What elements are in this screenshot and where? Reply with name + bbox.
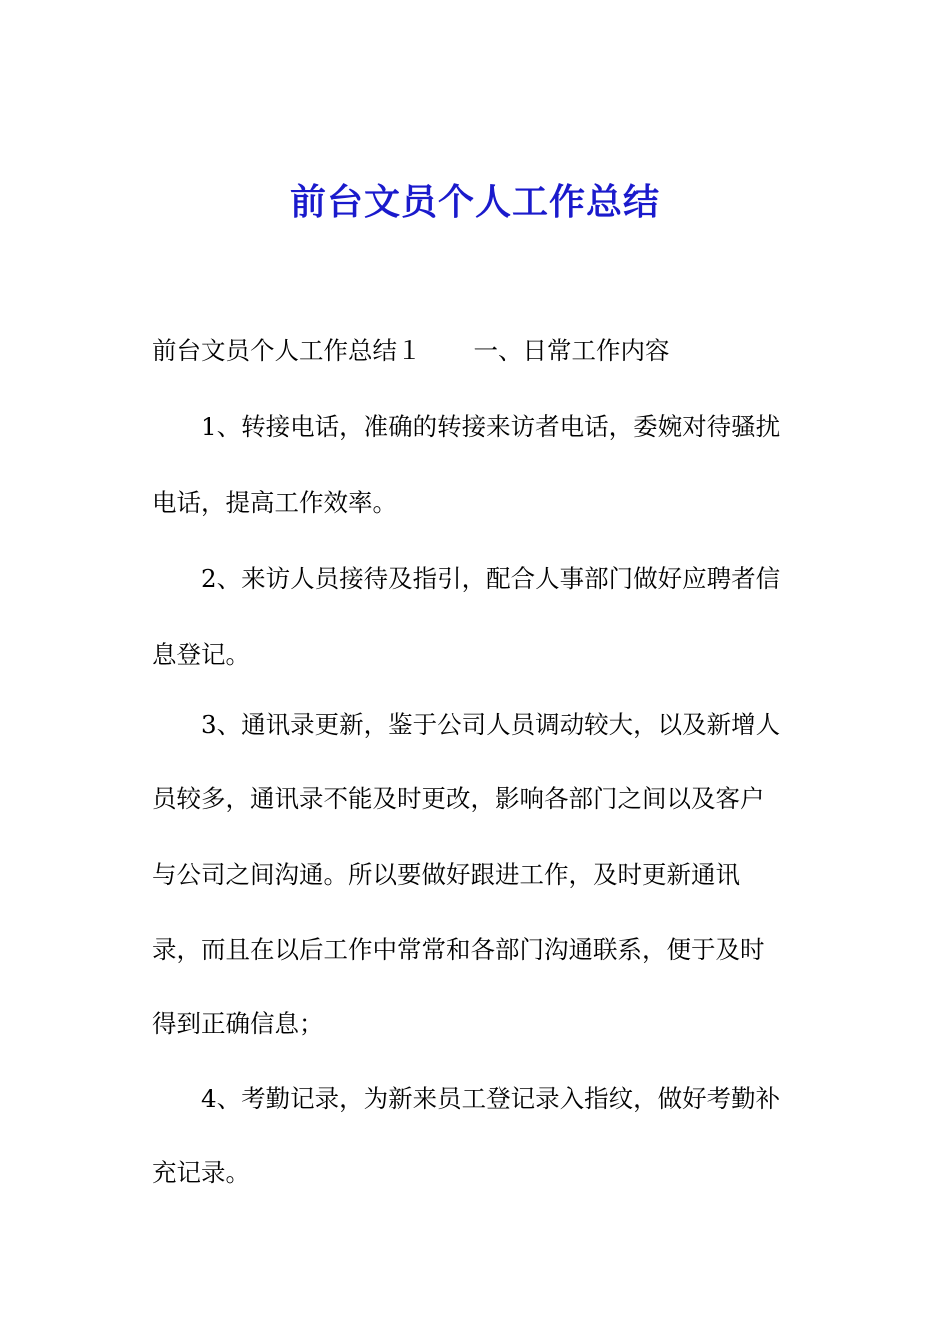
section-heading: 一、日常工作内容 [473, 336, 670, 365]
paragraph-line: 得到正确信息； [152, 1009, 324, 1038]
paragraph-line: 2、来访人员接待及指引，配合人事部门做好应聘者信 [201, 564, 781, 593]
paragraph-line: 录，而且在以后工作中常常和各部门沟通联系，便于及时 [152, 935, 765, 964]
paragraph-line: 电话，提高工作效率。 [152, 488, 397, 517]
document-title: 前台文员个人工作总结 [289, 181, 660, 223]
paragraph-line: 与公司之间沟通。所以要做好跟进工作，及时更新通讯 [152, 860, 740, 889]
heading-number: 前台文员个人工作总结１ [152, 336, 422, 365]
paragraph-line: 员较多，通讯录不能及时更改，影响各部门之间以及客户 [152, 784, 765, 813]
heading-line [152, 334, 670, 368]
paragraph-line: 4、考勤记录，为新来员工登记录入指纹，做好考勤补 [201, 1084, 781, 1113]
paragraph-line: 息登记。 [152, 640, 250, 669]
paragraph-line: 1、转接电话，准确的转接来访者电话，委婉对待骚扰 [201, 412, 781, 441]
paragraph-line: 3、通讯录更新，鉴于公司人员调动较大，以及新增人 [201, 710, 781, 739]
paragraph-line: 充记录。 [152, 1158, 250, 1187]
